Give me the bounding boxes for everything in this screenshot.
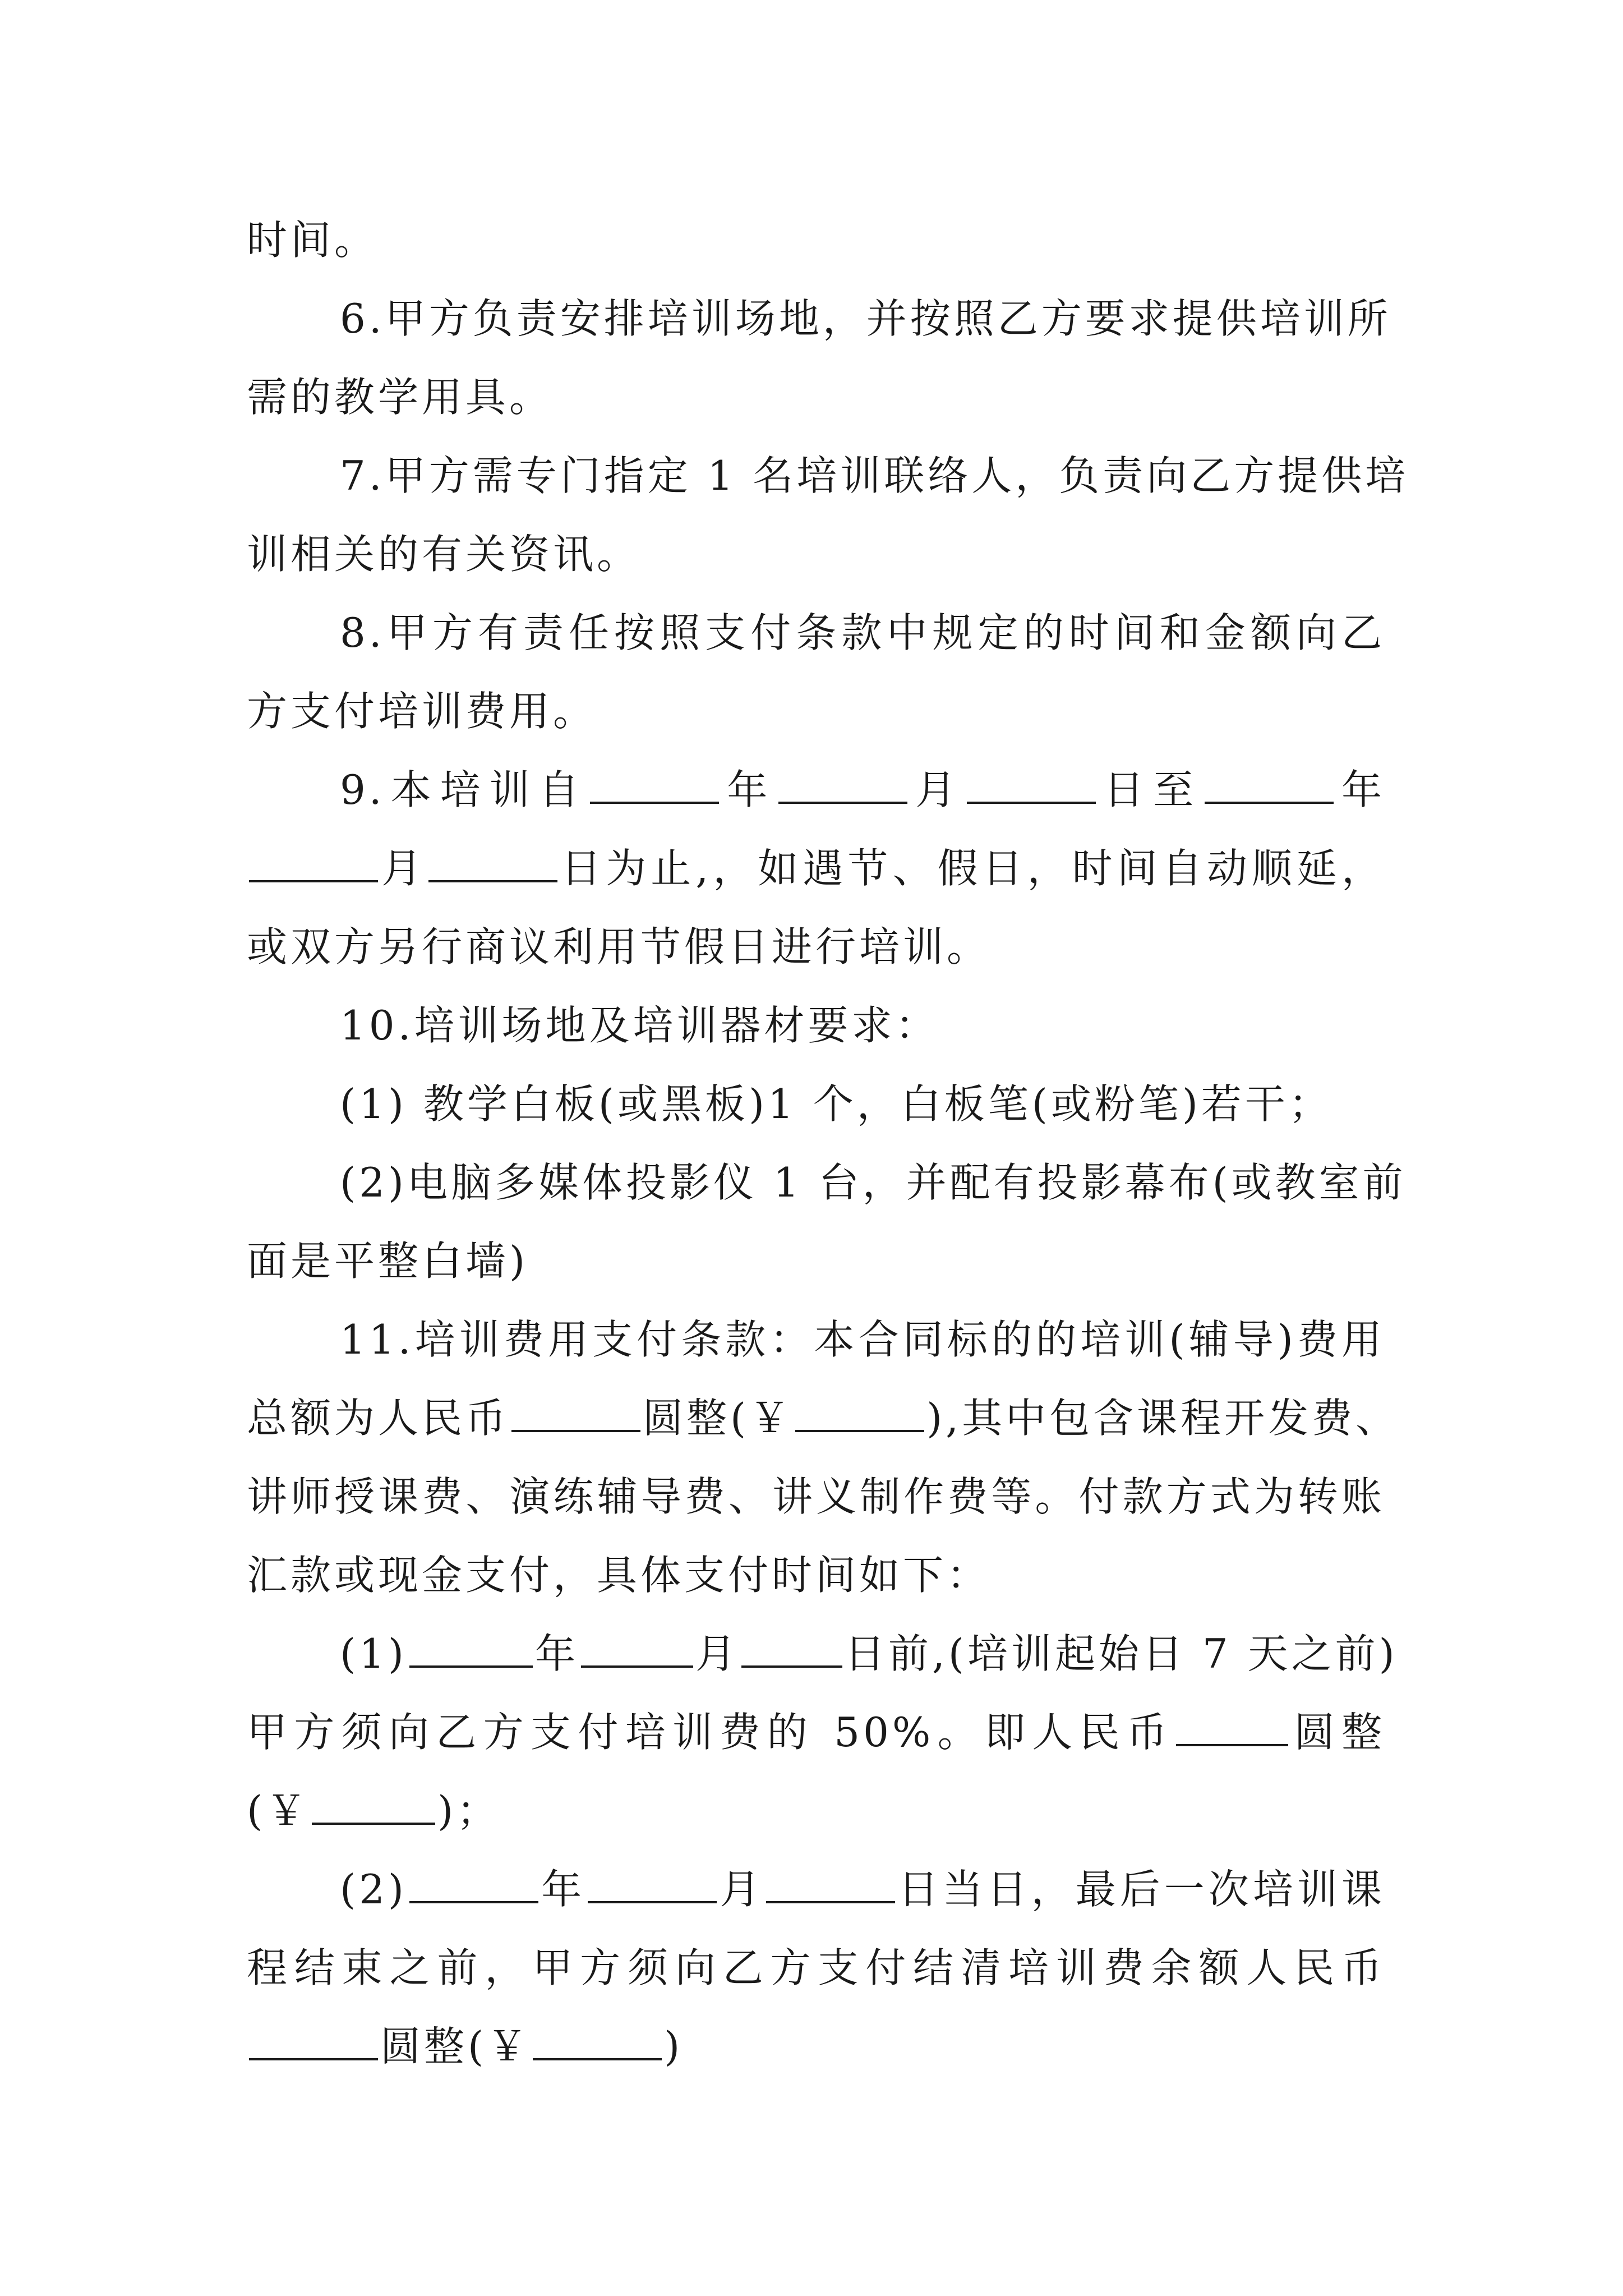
paragraph-line: 需的教学用具。 [247, 374, 554, 421]
blank-field [428, 845, 557, 882]
text-segment: 日为止,，如遇节、假日，时间自动顺延， [560, 845, 1385, 892]
blank-field [588, 1866, 717, 1903]
blank-field [795, 1395, 924, 1432]
paragraph-line [247, 2019, 1385, 2073]
text-segment: (2) [340, 1866, 407, 1913]
paragraph-line [247, 841, 1385, 895]
paragraph-line: 讲师授课费、演练辅导费、讲义制作费等。付款方式为转账 [247, 1473, 1385, 1520]
text-segment: ),其中包含课程开发费、 [926, 1395, 1400, 1442]
blank-field [766, 1866, 895, 1903]
blank-field [511, 1395, 640, 1432]
text-segment: 日前,(培训起始日 7 天之前) [845, 1630, 1398, 1677]
paragraph-line: 程结束之前，甲方须向乙方支付结清培训费余额人民币 [247, 1944, 1385, 1991]
paragraph-line: 10.培训场地及培训器材要求： [340, 1002, 939, 1049]
blank-field [249, 2023, 378, 2060]
blank-field [533, 2023, 662, 2060]
paragraph-line: 6.甲方负责安排培训场地，并按照乙方要求提供培训所 [340, 295, 1391, 342]
text-segment: 总额为人民币 [247, 1395, 510, 1442]
blank-field [590, 767, 719, 804]
text-segment: 月 [380, 845, 427, 892]
blank-field [409, 1631, 533, 1668]
text-segment: 9.本培训自 [340, 766, 588, 813]
text-segment: 年 [1336, 766, 1385, 813]
paragraph-line: (1) 教学白板(或黑板)1 个，白板笔(或粉笔)若干； [340, 1080, 1332, 1128]
paragraph-line: 方支付培训费用。 [247, 688, 597, 735]
blank-field [249, 845, 378, 882]
paragraph-line: 时间。 [247, 217, 379, 264]
text-segment: 月 [695, 1630, 740, 1677]
blank-field [967, 767, 1096, 804]
paragraph-line [340, 763, 1385, 817]
blank-field [581, 1631, 693, 1668]
text-segment: 甲方须向乙方支付培训费的 50%。即人民币 [247, 1709, 1174, 1756]
paragraph-line: 或双方另行商议利用节假日进行培训。 [247, 923, 991, 970]
paragraph-line: 8.甲方有责任按照支付条款中规定的时间和金额向乙 [340, 609, 1385, 656]
paragraph-line: 面是平整白墙) [247, 1237, 529, 1285]
paragraph-line: (2)电脑多媒体投影仪 1 台，并配有投影幕布(或教室前 [340, 1159, 1407, 1206]
paragraph-line: 11.培训费用支付条款：本合同标的的培训(辅导)费用 [340, 1316, 1385, 1363]
blank-field [778, 767, 907, 804]
text-segment: ) [664, 2023, 684, 2070]
text-segment: 年 [535, 1630, 579, 1677]
text-segment: 圆整(￥ [380, 2023, 531, 2070]
paragraph-line [340, 1627, 1398, 1681]
blank-field [1176, 1709, 1288, 1746]
text-segment: 圆整(￥ [643, 1395, 794, 1442]
paragraph-line: 7.甲方需专门指定 1 名培训联络人，负责向乙方提供培 [340, 452, 1409, 499]
text-segment: 年 [721, 766, 777, 813]
text-segment: (1) [340, 1630, 407, 1677]
text-segment: 年 [541, 1866, 586, 1913]
paragraph-line [247, 1784, 1385, 1838]
text-segment: 日至 [1098, 766, 1203, 813]
blank-field [1205, 767, 1334, 804]
text-segment: 月 [719, 1866, 764, 1913]
text-segment: 圆整 [1290, 1709, 1385, 1756]
paragraph-line: 训相关的有关资讯。 [247, 531, 641, 578]
text-segment: 日当日，最后一次培训课 [897, 1866, 1385, 1913]
text-segment: 月 [910, 766, 965, 813]
text-segment: (￥ [247, 1787, 310, 1834]
blank-field [409, 1866, 538, 1903]
paragraph-line [247, 1705, 1385, 1759]
paragraph-line: 汇款或现金支付，具体支付时间如下： [247, 1552, 991, 1599]
paragraph-line [247, 1391, 1400, 1445]
blank-field [741, 1631, 842, 1668]
paragraph-line [340, 1862, 1385, 1916]
text-segment: )； [437, 1787, 501, 1834]
blank-field [312, 1788, 435, 1825]
